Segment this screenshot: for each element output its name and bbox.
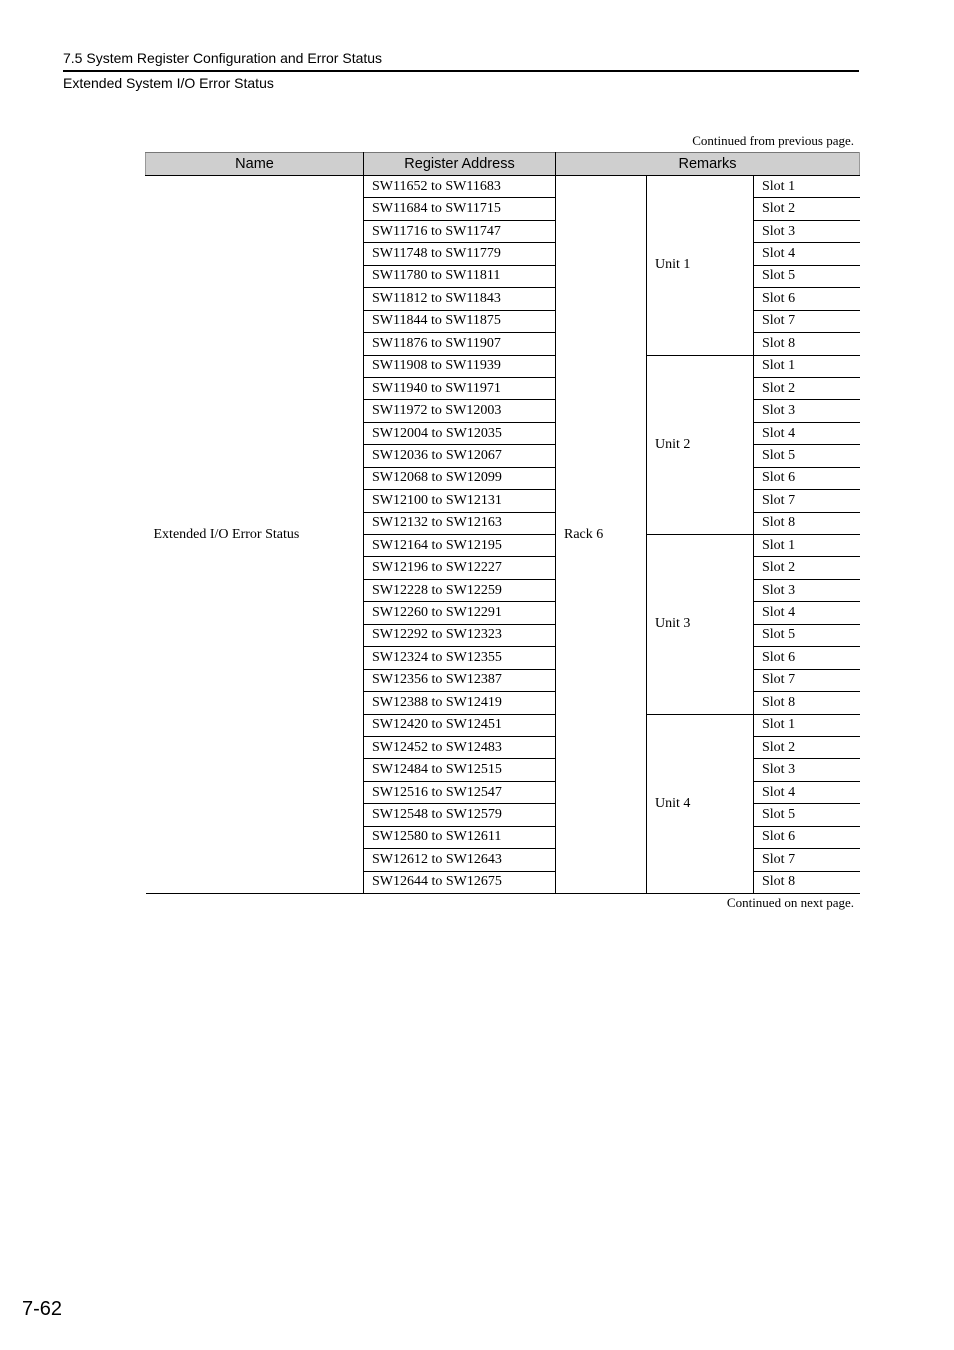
slot-cell: Slot 1	[754, 535, 860, 557]
column-header-name: Name	[146, 153, 364, 176]
slot-cell: Slot 4	[754, 602, 860, 624]
slot-cell: Slot 5	[754, 265, 860, 287]
register-address-cell: SW11972 to SW12003	[364, 400, 556, 422]
slot-cell: Slot 7	[754, 310, 860, 332]
slot-cell: Slot 5	[754, 445, 860, 467]
register-address-cell: SW11748 to SW11779	[364, 243, 556, 265]
register-address-cell: SW12164 to SW12195	[364, 535, 556, 557]
slot-cell: Slot 2	[754, 736, 860, 758]
register-address-cell: SW11716 to SW11747	[364, 220, 556, 242]
slot-cell: Slot 3	[754, 759, 860, 781]
register-address-cell: SW11876 to SW11907	[364, 333, 556, 355]
slot-cell: Slot 8	[754, 512, 860, 534]
register-address-cell: SW12036 to SW12067	[364, 445, 556, 467]
unit-cell: Unit 4	[647, 714, 754, 894]
unit-cell: Unit 3	[647, 535, 754, 715]
register-address-cell: SW12612 to SW12643	[364, 849, 556, 871]
slot-cell: Slot 1	[754, 176, 860, 198]
register-address-cell: SW12068 to SW12099	[364, 467, 556, 489]
register-address-cell: SW12644 to SW12675	[364, 871, 556, 893]
rack-cell: Rack 6	[556, 176, 647, 894]
register-address-cell: SW12228 to SW12259	[364, 579, 556, 601]
slot-cell: Slot 6	[754, 288, 860, 310]
register-address-cell: SW12548 to SW12579	[364, 804, 556, 826]
table-header-row	[146, 153, 860, 176]
register-table	[145, 152, 860, 894]
column-header-remarks: Remarks	[556, 153, 860, 176]
slot-cell: Slot 8	[754, 333, 860, 355]
name-cell: Extended I/O Error Status	[146, 176, 364, 894]
slot-cell: Slot 4	[754, 781, 860, 803]
slot-cell: Slot 8	[754, 871, 860, 893]
slot-cell: Slot 3	[754, 220, 860, 242]
register-address-cell: SW12132 to SW12163	[364, 512, 556, 534]
register-address-cell: SW11908 to SW11939	[364, 355, 556, 377]
slot-cell: Slot 2	[754, 198, 860, 220]
slot-cell: Slot 8	[754, 692, 860, 714]
slot-cell: Slot 6	[754, 826, 860, 848]
continued-on-note: Continued on next page.	[726, 895, 854, 910]
register-address-cell: SW11844 to SW11875	[364, 310, 556, 332]
slot-cell: Slot 4	[754, 243, 860, 265]
slot-cell: Slot 5	[754, 804, 860, 826]
page-number: 7-62	[22, 1298, 63, 1320]
slot-cell: Slot 6	[754, 647, 860, 669]
slot-cell: Slot 3	[754, 400, 860, 422]
continued-from-note: Continued from previous page.	[692, 133, 854, 148]
slot-cell: Slot 7	[754, 669, 860, 691]
register-address-cell: SW11940 to SW11971	[364, 377, 556, 399]
register-address-cell: SW12484 to SW12515	[364, 759, 556, 781]
register-address-cell: SW12292 to SW12323	[364, 624, 556, 646]
register-address-cell: SW11780 to SW11811	[364, 265, 556, 287]
header-rule	[63, 70, 859, 72]
register-address-cell: SW12388 to SW12419	[364, 692, 556, 714]
slot-cell: Slot 4	[754, 422, 860, 444]
slot-cell: Slot 1	[754, 355, 860, 377]
register-address-cell: SW11684 to SW11715	[364, 198, 556, 220]
register-address-cell: SW12100 to SW12131	[364, 490, 556, 512]
slot-cell: Slot 2	[754, 377, 860, 399]
register-address-cell: SW11812 to SW11843	[364, 288, 556, 310]
register-address-cell: SW12356 to SW12387	[364, 669, 556, 691]
register-address-cell: SW12196 to SW12227	[364, 557, 556, 579]
slot-cell: Slot 5	[754, 624, 860, 646]
column-header-register-address: Register Address	[364, 153, 556, 176]
register-address-cell: SW12004 to SW12035	[364, 422, 556, 444]
slot-cell: Slot 6	[754, 467, 860, 489]
register-address-cell: SW11652 to SW11683	[364, 176, 556, 198]
register-address-cell: SW12324 to SW12355	[364, 647, 556, 669]
register-address-cell: SW12580 to SW12611	[364, 826, 556, 848]
slot-cell: Slot 2	[754, 557, 860, 579]
register-address-cell: SW12420 to SW12451	[364, 714, 556, 736]
register-address-cell: SW12452 to SW12483	[364, 736, 556, 758]
slot-cell: Slot 3	[754, 579, 860, 601]
slot-cell: Slot 7	[754, 490, 860, 512]
register-address-cell: SW12516 to SW12547	[364, 781, 556, 803]
unit-cell: Unit 2	[647, 355, 754, 535]
section-title: 7.5 System Register Configuration and Error Status	[63, 50, 383, 66]
register-address-cell: SW12260 to SW12291	[364, 602, 556, 624]
subsection-title: Extended System I/O Error Status	[63, 75, 274, 91]
unit-cell: Unit 1	[647, 176, 754, 356]
slot-cell: Slot 7	[754, 849, 860, 871]
slot-cell: Slot 1	[754, 714, 860, 736]
table-body	[146, 176, 860, 894]
table-row	[146, 176, 860, 198]
